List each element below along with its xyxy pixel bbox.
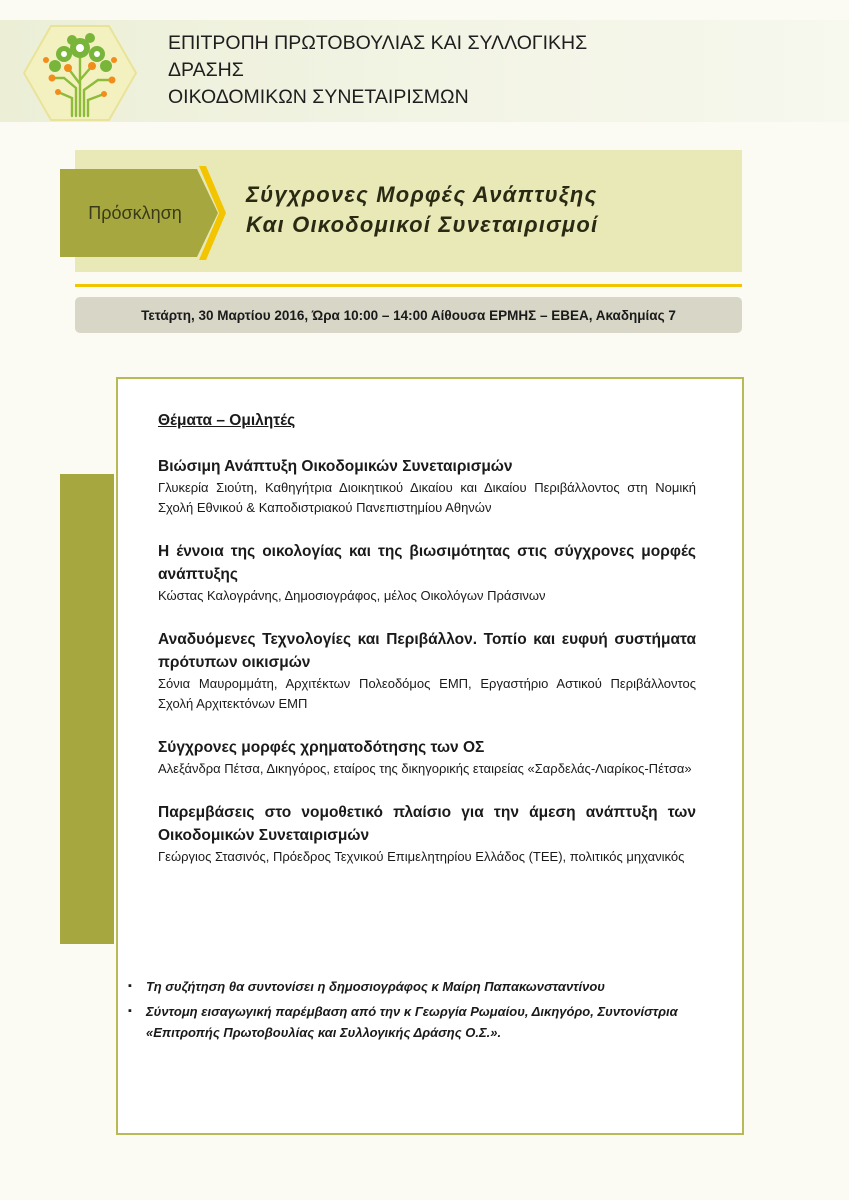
note-text: Τη συζήτηση θα συντονίσει η δημοσιογράφος κ Μαίρη Παπακωνσταντίνου — [146, 979, 605, 994]
org-title-line: ΟΙΚΟΔΟΜΙΚΩΝ ΣΥΝΕΤΑΙΡΙΣΜΩΝ — [168, 86, 469, 108]
bullet-icon: ▪ — [128, 1005, 132, 1017]
topic-speaker: Γεώργιος Στασινός, Πρόεδρος Τεχνικού Επιμελητηρίου Ελλάδος (ΤΕΕ), πολιτικός μηχανικός — [158, 849, 685, 864]
topic-speaker: Αλεξάνδρα Πέτσα, Δικηγόρος, εταίρος της δικηγορικής εταιρείας «Σαρδελάς-Λιαρίκος-Πέτσα» — [158, 761, 692, 776]
org-title-line: ΕΠΙΤΡΟΠΗ ΠΡΩΤΟΒΟΥΛΙΑΣ ΚΑΙ ΣΥΛΛΟΓΙΚΗΣ — [168, 32, 588, 54]
topics-heading: Θέματα – Ομιλητές — [158, 412, 296, 429]
event-details-bar — [75, 297, 742, 333]
event-title-line: Σύγχρονες Μορφές Ανάπτυξης — [246, 182, 598, 207]
topic-speaker: Κώστας Καλογράνης, Δημοσιογράφος, μέλος Οικολόγων Πράσινων — [158, 588, 546, 603]
topic-item — [158, 628, 696, 714]
note-item — [128, 976, 688, 997]
decorative-side-bar — [60, 474, 114, 944]
topic-speaker: Σόνια Μαυρομμάτη, Αρχιτέκτων Πολεοδόμος ΕΜΠ, Εργαστήριο Αστικού Περιβάλλοντος Σχολή Αρχιτεκτόνων ΕΜΠ — [158, 676, 696, 711]
tree-logo-icon — [22, 24, 138, 122]
note-item — [128, 1001, 688, 1043]
topic-title: Αναδυόμενες Τεχνολογίες και Περιβάλλον. Τοπίο και ευφυή συστήματα πρότυπων οικισμών — [158, 631, 696, 671]
topics-list — [158, 412, 696, 889]
invitation-label: Πρόσκληση — [88, 202, 182, 223]
event-title-line: Και Οικοδομικοί Συνεταιρισμοί — [246, 212, 599, 237]
topic-item — [158, 455, 696, 518]
topic-title: Σύγχρονες μορφές χρηματοδότησης των ΟΣ — [158, 739, 485, 756]
topic-title: Παρεμβάσεις στο νομοθετικό πλαίσιο για την άμεση ανάπτυξη των Οικοδομικών Συνεταιρισμών — [158, 804, 696, 844]
event-details: Τετάρτη, 30 Μαρτίου 2016, Ώρα 10:00 – 14:00 Αίθουσα ΕΡΜΗΣ – ΕΒΕΑ, Ακαδημίας 7 — [141, 307, 676, 323]
note-text: Σύντομη εισαγωγική παρέμβαση από την κ Γεωργία Ρωμαίου, Δικηγόρο, Συντονίστρια «Επιτροπής Πρωτοβουλίας και Συλλογικής Δράσης Ο.Σ.». — [146, 1004, 678, 1040]
divider-line — [75, 284, 742, 287]
event-title — [246, 180, 726, 240]
notes-list — [128, 976, 688, 1047]
bullet-icon: ▪ — [128, 980, 132, 992]
topic-item — [158, 736, 696, 779]
topic-item — [158, 801, 696, 867]
topic-speaker: Γλυκερία Σιούτη, Καθηγήτρια Διοικητικού Δικαίου και Δικαίου Περιβάλλοντος στη Νομική Σχολή Εθνικού & Καποδιστριακού Πανεπιστημίου Αθηνών — [158, 480, 696, 515]
topic-title: Βιώσιμη Ανάπτυξη Οικοδομικών Συνεταιρισμών — [158, 458, 513, 475]
topic-title: Η έννοια της οικολογίας και της βιωσιμότητας στις σύγχρονες μορφές ανάπτυξης — [158, 543, 696, 583]
organization-title — [168, 30, 628, 111]
org-title-line: ΔΡΑΣΗΣ — [168, 59, 244, 81]
topic-item — [158, 540, 696, 606]
